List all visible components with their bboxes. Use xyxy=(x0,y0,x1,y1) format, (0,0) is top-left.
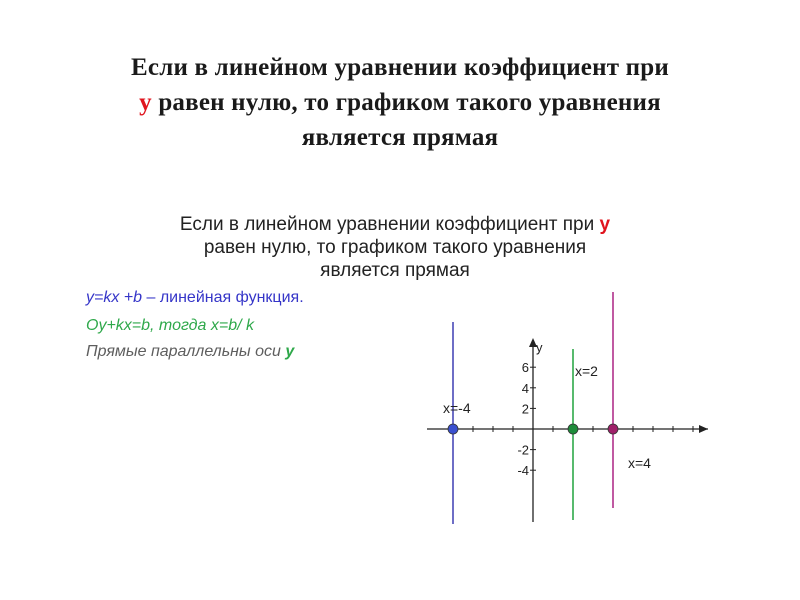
title-y-variable: у xyxy=(139,89,152,116)
figure-title-line-1-text: Если в линейном уравнении коэффициент при xyxy=(179,214,600,235)
intersection-point-x-4 xyxy=(448,424,458,434)
figure-title-line-2: равен нулю, то графиком такого уравнения xyxy=(203,237,587,258)
y-axis-label: у xyxy=(536,340,543,355)
line-label-x2: x=2 xyxy=(575,363,598,379)
title-line-3: является прямая xyxy=(301,124,499,151)
intersection-point-x4 xyxy=(608,424,618,434)
y-tick-label: -4 xyxy=(517,463,529,479)
formula-parallel-text: Прямые параллельны оси xyxy=(86,343,286,360)
y-tick-label: -2 xyxy=(517,442,529,458)
figure-title-line-3: является прямая xyxy=(320,260,470,281)
figure-title-y: у xyxy=(599,214,611,235)
formula-linear-eq: у=kx +b xyxy=(86,289,143,306)
x-axis-arrow xyxy=(699,425,708,433)
formula-vertical-line: Оу+kx=b, тогда x=b/ k xyxy=(86,317,254,334)
y-tick-label: 6 xyxy=(521,360,529,376)
formula-parallel-y: у xyxy=(285,343,295,360)
title-line-1: Если в линейном уравнении коэффициент при xyxy=(131,54,669,81)
line-label-x-4: x=-4 xyxy=(443,400,471,416)
intersection-point-x2 xyxy=(568,424,578,434)
formula-linear-desc: – линейная функция. xyxy=(142,289,304,306)
title-line-2-rest: равен нулю, то графиком такого уравнения xyxy=(151,89,661,116)
y-tick-label: 2 xyxy=(521,401,529,417)
line-label-x4: x=4 xyxy=(628,455,651,471)
y-tick-label: 4 xyxy=(521,380,529,396)
